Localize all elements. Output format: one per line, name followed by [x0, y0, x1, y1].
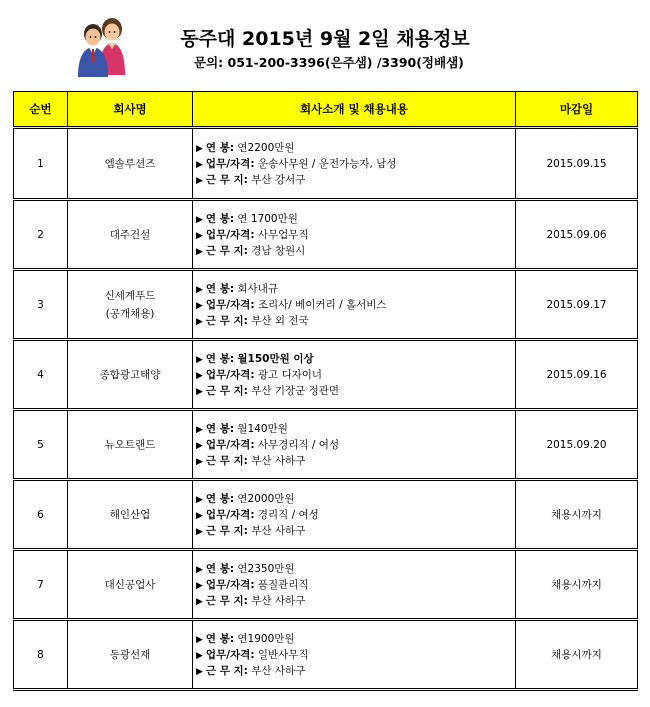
company-cell: [68, 480, 193, 550]
deadline-cell: 2015.09.15: [516, 128, 638, 200]
table-row: [14, 200, 638, 270]
salary-value: 월140만원: [237, 422, 288, 435]
triangle-bullet-icon: ▶: [196, 564, 203, 575]
row-number: 8: [14, 620, 68, 690]
row-number: 1: [14, 128, 68, 200]
triangle-bullet-icon: ▶: [196, 666, 203, 677]
job-value: 조리사/ 베이커리 / 홀서비스: [257, 298, 387, 311]
company-name: 대신공업사: [104, 579, 156, 591]
details-cell: [193, 340, 516, 410]
row-number: 5: [14, 410, 68, 480]
job-label: 업무/자격:: [205, 648, 255, 661]
details-cell: [193, 200, 516, 270]
salary-line: [196, 491, 515, 507]
details-cell: [193, 128, 516, 200]
location-label: 근 무 지:: [205, 173, 248, 186]
row-number: 7: [14, 550, 68, 620]
triangle-bullet-icon: ▶: [196, 284, 203, 295]
salary-value: 연2350만원: [237, 562, 295, 575]
contact-info: 문의: 051-200-3396(은주샘) /3390(정배샘): [194, 55, 464, 70]
triangle-bullet-icon: ▶: [196, 214, 203, 225]
row-number: 6: [14, 480, 68, 550]
triangle-bullet-icon: ▶: [196, 300, 203, 311]
row-number: 4: [14, 340, 68, 410]
location-value: 부산 기장군 정관면: [251, 384, 340, 397]
job-value: 운송사무원 / 운전가능자, 남성: [257, 157, 397, 170]
job-line: [196, 437, 515, 453]
deadline-cell: 채용시까지: [516, 620, 638, 690]
deadline-cell: 채용시까지: [516, 480, 638, 550]
job-value: 사무업무직: [257, 228, 309, 241]
triangle-bullet-icon: ▶: [196, 634, 203, 645]
triangle-bullet-icon: ▶: [196, 510, 203, 521]
deadline-cell: 2015.09.17: [516, 270, 638, 340]
company-name: 동광선재: [109, 649, 151, 661]
job-value: 일반사무직: [257, 648, 309, 661]
triangle-bullet-icon: ▶: [196, 650, 203, 661]
location-label: 근 무 지:: [205, 664, 248, 677]
deadline-cell: 2015.09.16: [516, 340, 638, 410]
salary-line: [196, 421, 515, 437]
deadline-cell: 2015.09.20: [516, 410, 638, 480]
salary-value: 연 1700만원: [237, 212, 298, 225]
location-line: [196, 453, 515, 469]
column-header-number: 순번: [14, 92, 68, 128]
location-label: 근 무 지:: [205, 244, 248, 257]
job-value: 광고 디자이너: [257, 368, 323, 381]
salary-value: 회사내규: [237, 282, 278, 295]
location-line: [196, 523, 515, 539]
table-row: [14, 550, 638, 620]
details-cell: [193, 270, 516, 340]
location-label: 근 무 지:: [205, 384, 248, 397]
job-label: 업무/자격:: [205, 368, 255, 381]
table-header-row: [14, 92, 638, 128]
table-row: [14, 480, 638, 550]
salary-line: [196, 561, 515, 577]
job-line: [196, 647, 515, 663]
triangle-bullet-icon: ▶: [196, 580, 203, 591]
job-label: 업무/자격:: [205, 298, 255, 311]
salary-line: [196, 351, 515, 367]
location-value: 부산 사하구: [251, 594, 306, 607]
triangle-bullet-icon: ▶: [196, 159, 203, 170]
triangle-bullet-icon: ▶: [196, 596, 203, 607]
deadline-cell: 채용시까지: [516, 550, 638, 620]
page-title: 동주대 2015년 9월 2일 채용정보: [180, 28, 470, 50]
job-line: [196, 577, 515, 593]
company-name: 대주건설: [109, 229, 151, 241]
details-cell: [193, 550, 516, 620]
company-cell: [68, 550, 193, 620]
table-row: [14, 270, 638, 340]
location-value: 부산 사하구: [251, 454, 306, 467]
salary-value: 연1900만원: [237, 632, 295, 645]
column-header-company: 회사명: [68, 92, 193, 128]
location-value: 부산 사하구: [251, 664, 306, 677]
salary-label: 연 봉:: [205, 492, 235, 505]
triangle-bullet-icon: ▶: [196, 230, 203, 241]
company-cell: [68, 340, 193, 410]
salary-label: 연 봉:: [205, 562, 235, 575]
triangle-bullet-icon: ▶: [196, 143, 203, 154]
table-row: [14, 620, 638, 690]
salary-line: [196, 281, 515, 297]
job-label: 업무/자격:: [205, 438, 255, 451]
company-name: 종합광고태양: [99, 369, 161, 381]
salary-value: 월150만원 이상: [237, 352, 314, 365]
details-cell: [193, 480, 516, 550]
job-line: [196, 367, 515, 383]
triangle-bullet-icon: ▶: [196, 456, 203, 467]
company-name: 해인산업: [109, 509, 151, 521]
location-value: 부산 사하구: [251, 524, 306, 537]
location-line: [196, 313, 515, 329]
job-line: [196, 507, 515, 523]
row-number: 2: [14, 200, 68, 270]
company-cell: [68, 410, 193, 480]
column-header-details: 회사소개 및 채용내용: [193, 92, 516, 128]
location-value: 부산 강서구: [251, 173, 306, 186]
company-cell: [68, 128, 193, 200]
job-label: 업무/자격:: [205, 228, 255, 241]
page-header: [0, 0, 650, 88]
salary-value: 연2000만원: [237, 492, 295, 505]
location-value: 부산 외 전국: [251, 314, 309, 327]
job-listings-table: [13, 91, 638, 691]
company-cell: [68, 620, 193, 690]
salary-label: 연 봉:: [205, 422, 235, 435]
salary-line: [196, 140, 515, 156]
table-row: [14, 410, 638, 480]
location-line: [196, 663, 515, 679]
job-value: 사무경리직 / 여성: [257, 438, 340, 451]
triangle-bullet-icon: ▶: [196, 175, 203, 186]
location-label: 근 무 지:: [205, 524, 248, 537]
deadline-cell: 2015.09.06: [516, 200, 638, 270]
table-row: [14, 340, 638, 410]
salary-label: 연 봉:: [205, 282, 235, 295]
triangle-bullet-icon: ▶: [196, 354, 203, 365]
location-label: 근 무 지:: [205, 454, 248, 467]
location-line: [196, 172, 515, 188]
location-label: 근 무 지:: [205, 314, 248, 327]
location-line: [196, 593, 515, 609]
company-cell: [68, 270, 193, 340]
location-label: 근 무 지:: [205, 594, 248, 607]
location-line: [196, 243, 515, 259]
triangle-bullet-icon: ▶: [196, 386, 203, 397]
salary-label: 연 봉:: [205, 141, 235, 154]
triangle-bullet-icon: ▶: [196, 370, 203, 381]
salary-line: [196, 211, 515, 227]
triangle-bullet-icon: ▶: [196, 526, 203, 537]
row-number: 3: [14, 270, 68, 340]
triangle-bullet-icon: ▶: [196, 424, 203, 435]
triangle-bullet-icon: ▶: [196, 316, 203, 327]
salary-label: 연 봉:: [205, 632, 235, 645]
salary-value: 연2200만원: [237, 141, 295, 154]
company-name: 신세계푸드: [104, 290, 156, 302]
company-cell: [68, 200, 193, 270]
job-line: [196, 297, 515, 313]
company-name: 엠솔루션즈: [104, 158, 156, 170]
job-line: [196, 156, 515, 172]
triangle-bullet-icon: ▶: [196, 440, 203, 451]
job-label: 업무/자격:: [205, 157, 255, 170]
location-line: [196, 383, 515, 399]
job-label: 업무/자격:: [205, 508, 255, 521]
details-cell: [193, 620, 516, 690]
company-name: 뉴오트랜드: [104, 439, 156, 451]
job-value: 품질관리직: [257, 578, 309, 591]
job-line: [196, 227, 515, 243]
triangle-bullet-icon: ▶: [196, 246, 203, 257]
job-value: 경리직 / 여성: [257, 508, 319, 521]
location-value: 경남 창원시: [251, 244, 306, 257]
triangle-bullet-icon: ▶: [196, 494, 203, 505]
salary-label: 연 봉:: [205, 352, 235, 365]
table-row: [14, 128, 638, 200]
company-note: (공개채용): [105, 308, 155, 320]
salary-label: 연 봉:: [205, 212, 235, 225]
details-cell: [193, 410, 516, 480]
salary-line: [196, 631, 515, 647]
job-label: 업무/자격:: [205, 578, 255, 591]
column-header-deadline: 마감일: [516, 92, 638, 128]
